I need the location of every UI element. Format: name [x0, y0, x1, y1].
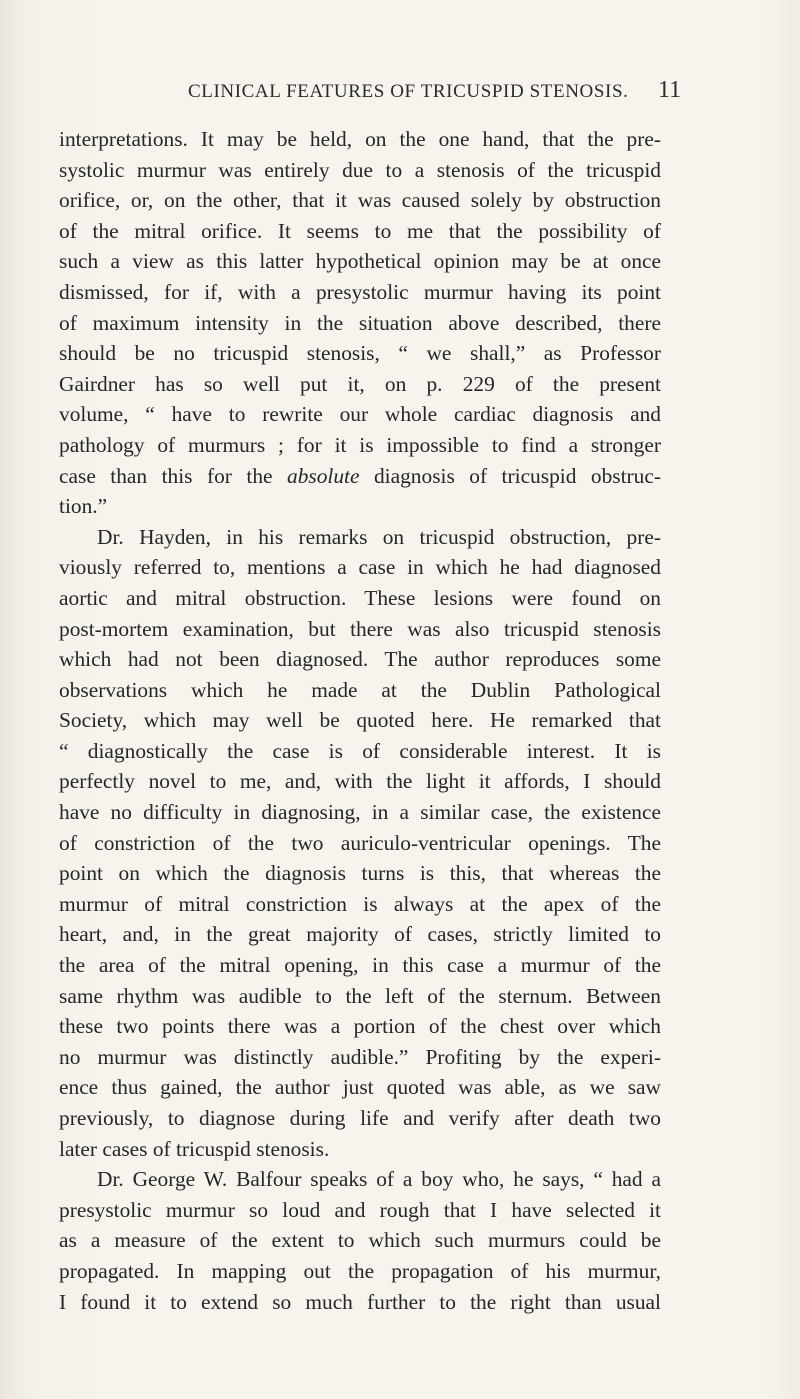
text-line: previously, to diagnose during life and verify after death two: [59, 1106, 661, 1130]
text-line: which had not been diagnosed. The author reproduces some: [59, 647, 661, 672]
italic-word: absolute: [287, 463, 360, 488]
paragraph-end-line: tion.”: [59, 494, 108, 519]
text-line: heart, and, in the great majority of cases, strictly limited to: [59, 922, 661, 947]
page-number: 11: [658, 77, 682, 103]
text-line: systolic murmur was entirely due to a stenosis of the tricuspid: [59, 157, 661, 182]
text-line: murmur of mitral constriction is always at the apex of the: [59, 891, 661, 916]
text-line: volume, “ have to rewrite our whole cardiac diagnosis and: [59, 402, 661, 427]
text-line: of the mitral orifice. It seems to me that the possibility of: [59, 218, 661, 243]
text-line: same rhythm was audible to the left of the sternum. Between: [59, 983, 661, 1008]
running-title: CLINICAL FEATURES OF TRICUSPID STENOSIS.: [188, 81, 629, 102]
text-line: observations which he made at the Dublin Pathological: [59, 677, 661, 702]
text-line: these two points there was a portion of the chest over which: [59, 1014, 661, 1039]
text-line: “ diagnostically the case is of considerable interest. It is: [59, 738, 661, 763]
text-line: post-mortem examination, but there was also tricuspid stenosis: [59, 616, 661, 641]
text-fragment: diagnosis of tricuspid obstruc-: [359, 463, 661, 488]
text-line: pathology of murmurs ; for it is impossible to find a stronger: [59, 432, 661, 457]
text-line: I found it to extend so much further to the right than usual: [59, 1289, 661, 1314]
text-line: of constriction of the two auriculo-ventricular openings. The: [59, 830, 661, 855]
text-line: propagated. In mapping out the propagation of his murmur,: [59, 1258, 661, 1283]
text-line: perfectly novel to me, and, with the light it affords, I should: [59, 769, 661, 794]
text-line: aortic and mitral obstruction. These lesions were found on: [59, 585, 661, 610]
body-text: [59, 124, 661, 1317]
text-line-with-italic: [59, 461, 661, 492]
text-line: ence thus gained, the author just quoted was able, as we saw: [59, 1075, 661, 1100]
text-line: as a measure of the extent to which such murmurs could be: [59, 1228, 661, 1253]
text-line: point on which the diagnosis turns is this, that whereas the: [59, 861, 661, 886]
text-line: have no difficulty in diagnosing, in a similar case, the existence: [59, 800, 661, 825]
text-line: dismissed, for if, with a presystolic murmur having its point: [59, 279, 661, 304]
text-line: of maximum intensity in the situation above described, there: [59, 310, 661, 335]
text-line: viously referred to, mentions a case in which he had diagnosed: [59, 555, 661, 580]
text-fragment: case than this for the: [59, 463, 287, 488]
text-line: orifice, or, on the other, that it was caused solely by obstruction: [59, 188, 661, 213]
text-line: such a view as this latter hypothetical opinion may be at once: [59, 249, 661, 274]
text-line: the area of the mitral opening, in this case a murmur of the: [59, 953, 661, 978]
paragraph-start-line: Dr. George W. Balfour speaks of a boy who, he says, “ had a: [97, 1167, 661, 1192]
paragraph-end-line: later cases of tricuspid stenosis.: [59, 1136, 330, 1161]
text-line: presystolic murmur so loud and rough that I have selected it: [59, 1197, 661, 1222]
page-header: [0, 77, 800, 113]
text-line: no murmur was distinctly audible.” Profiting by the experi-: [59, 1044, 661, 1069]
text-line: Society, which may well be quoted here. He remarked that: [59, 708, 661, 733]
text-line: interpretations. It may be held, on the one hand, that the pre-: [59, 127, 661, 151]
text-line: should be no tricuspid stenosis, “ we shall,” as Professor: [59, 341, 661, 366]
text-line: Gairdner has so well put it, on p. 229 of the present: [59, 371, 661, 396]
paragraph-start-line: Dr. Hayden, in his remarks on tricuspid obstruction, pre-: [97, 524, 661, 549]
